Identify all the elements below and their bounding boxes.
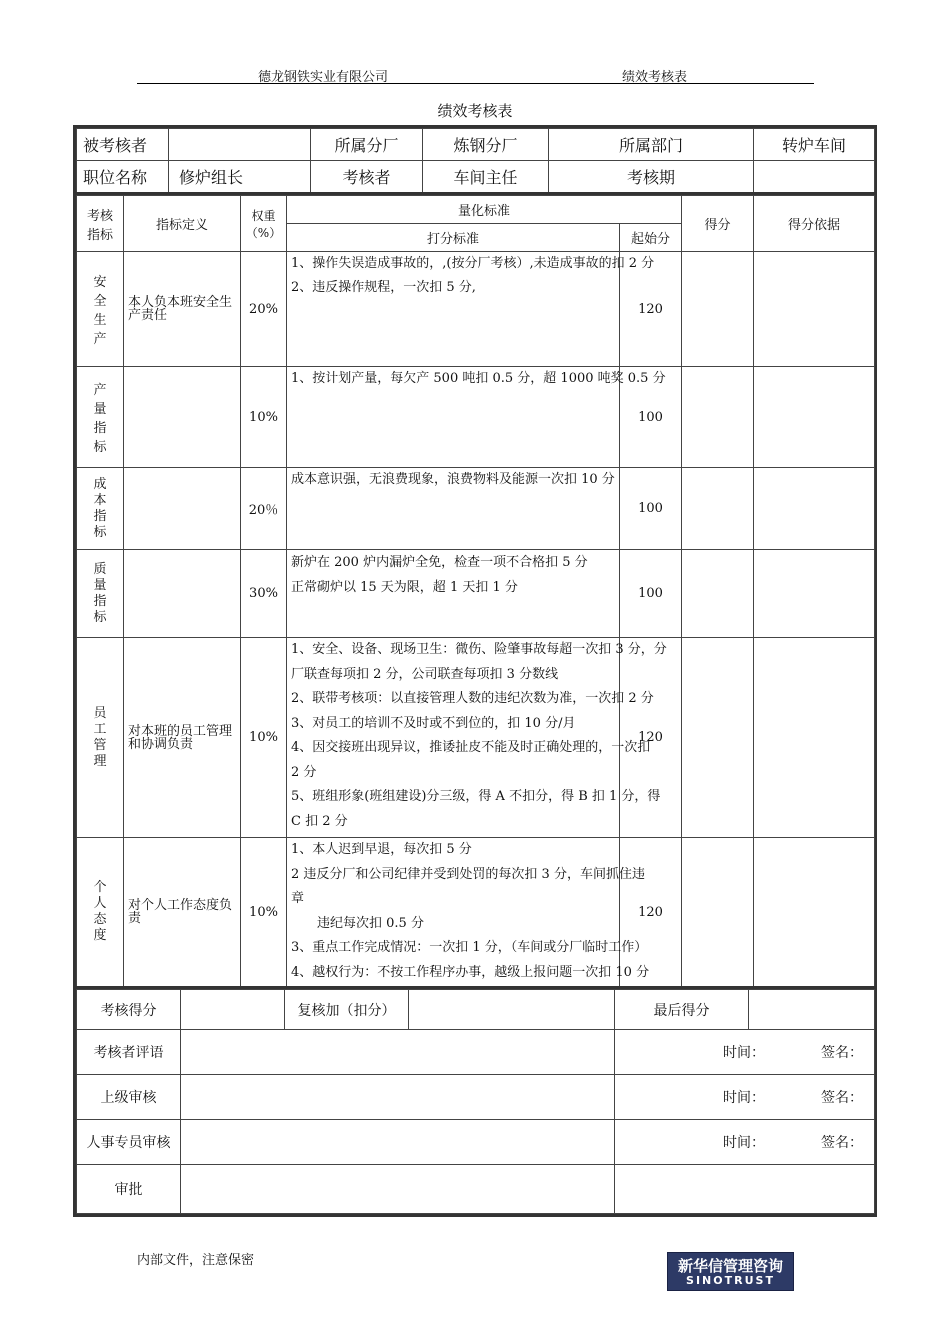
table-row bbox=[77, 252, 875, 367]
indicator-char: 标 bbox=[93, 609, 107, 625]
indicator-char: 安 bbox=[93, 275, 107, 290]
header-scoring: 打分标准 bbox=[287, 224, 620, 252]
indicator-char: 指 bbox=[93, 421, 107, 436]
sign-label: 签名： bbox=[821, 1090, 863, 1106]
sinotrust-logo bbox=[667, 1252, 794, 1291]
summary-row bbox=[77, 990, 875, 1030]
row-weight: 20% bbox=[241, 252, 287, 367]
approval-signature[interactable] bbox=[615, 1030, 875, 1075]
evaluation-form bbox=[73, 125, 877, 1217]
approval-label: 上级审核 bbox=[77, 1075, 181, 1120]
approval-signature[interactable] bbox=[615, 1075, 875, 1120]
row-weight: 10% bbox=[241, 638, 287, 838]
criteria-line: 1、操作失误造成事故的，,(按分厂考核）,未造成事故的扣 2 分 bbox=[291, 256, 655, 271]
factory-value[interactable]: 炼钢分厂 bbox=[423, 129, 549, 161]
indicator-char: 理 bbox=[93, 753, 107, 769]
approval-table bbox=[76, 989, 875, 1214]
row-indicator bbox=[77, 638, 124, 838]
indicator-char: 标 bbox=[93, 524, 107, 540]
header-quant: 量化标准 bbox=[287, 196, 682, 224]
criteria-line: 5、班组形象(班组建设)分三级，得 A 不扣分，得 B 扣 1 分，得 bbox=[291, 789, 661, 804]
criteria-line: 正常砌炉以 15 天为限，超 1 天扣 1 分 bbox=[291, 580, 518, 595]
table-row bbox=[77, 367, 875, 468]
table-row bbox=[77, 468, 875, 550]
row-score[interactable] bbox=[682, 468, 754, 550]
row-criteria bbox=[287, 367, 666, 468]
criteria-line: 2 分 bbox=[291, 764, 317, 780]
review-value[interactable] bbox=[409, 990, 615, 1030]
criteria-line: 3、对员工的培训不及时或不到位的，扣 10 分/月 bbox=[291, 715, 576, 731]
period-value[interactable] bbox=[754, 161, 875, 194]
time-label: 时间： bbox=[723, 1135, 765, 1151]
approval-comment[interactable] bbox=[181, 1165, 615, 1214]
header-score: 得分 bbox=[682, 196, 754, 252]
row-weight: 10% bbox=[241, 838, 287, 988]
row-base: 120 bbox=[620, 838, 682, 988]
indicator-char: 管 bbox=[93, 737, 107, 753]
criteria-line: C 扣 2 分 bbox=[291, 813, 348, 829]
sign-label: 签名： bbox=[821, 1135, 863, 1151]
approval-row bbox=[77, 1075, 875, 1120]
row-criteria bbox=[287, 550, 620, 638]
row-indicator bbox=[77, 252, 124, 367]
criteria-line: 2、违反操作规程，一次扣 5 分, bbox=[291, 280, 476, 295]
indicator-char: 本 bbox=[93, 492, 107, 508]
criteria-line: 1、按计划产量，每欠产 500 吨扣 0.5 分，超 1000 吨奖 0.5 分 bbox=[291, 371, 666, 386]
info-table bbox=[76, 128, 875, 195]
indicator-char: 量 bbox=[93, 577, 107, 593]
row-score[interactable] bbox=[682, 638, 754, 838]
factory-label: 所属分厂 bbox=[311, 129, 423, 161]
indicator-char: 产 bbox=[93, 383, 107, 398]
approval-signature[interactable] bbox=[615, 1120, 875, 1165]
header-basis: 得分依据 bbox=[754, 196, 875, 252]
criteria-line: 4、因交接班出现异议，推诿扯皮不能及时正确处理的，一次扣 bbox=[291, 740, 651, 755]
row-indicator bbox=[77, 367, 124, 468]
row-criteria bbox=[287, 838, 650, 988]
row-score[interactable] bbox=[682, 367, 754, 468]
header-weight-line: （%） bbox=[245, 225, 282, 240]
approval-comment[interactable] bbox=[181, 1030, 615, 1075]
sign-label: 签名： bbox=[821, 1045, 863, 1061]
row-score[interactable] bbox=[682, 252, 754, 367]
dept-label: 所属部门 bbox=[549, 129, 754, 161]
header-indicator-line: 指标 bbox=[86, 227, 113, 243]
row-definition bbox=[124, 367, 241, 468]
row-basis[interactable] bbox=[754, 468, 875, 550]
row-weight: 30% bbox=[241, 550, 287, 638]
header-company: 德龙钢铁实业有限公司 bbox=[258, 70, 389, 85]
score-value[interactable] bbox=[181, 990, 285, 1030]
footer-note: 内部文件，注意保密 bbox=[137, 1253, 255, 1268]
header-weight-line: 权重 bbox=[251, 208, 276, 223]
indicator-char: 个 bbox=[93, 880, 107, 895]
row-basis[interactable] bbox=[754, 638, 875, 838]
approval-label: 考核者评语 bbox=[77, 1030, 181, 1075]
indicator-char: 指 bbox=[93, 593, 107, 609]
row-criteria bbox=[287, 468, 620, 550]
criteria-line: 新炉在 200 炉内漏炉全免，检查一项不合格扣 5 分 bbox=[291, 555, 588, 570]
info-row-1 bbox=[77, 129, 875, 161]
row-score[interactable] bbox=[682, 550, 754, 638]
row-definition: 本人负本班安全生产责任 bbox=[124, 252, 241, 367]
final-label: 最后得分 bbox=[615, 990, 749, 1030]
row-basis[interactable] bbox=[754, 550, 875, 638]
header-rule bbox=[137, 83, 814, 84]
examinee-label: 被考核者 bbox=[77, 129, 169, 161]
indicator-char: 员 bbox=[93, 705, 107, 721]
indicator-char: 态 bbox=[93, 912, 107, 927]
final-value[interactable] bbox=[749, 990, 875, 1030]
review-label: 复核加（扣分） bbox=[285, 990, 409, 1030]
score-label: 考核得分 bbox=[77, 990, 181, 1030]
indicator-char: 标 bbox=[93, 440, 107, 455]
row-basis[interactable] bbox=[754, 367, 875, 468]
examiner-label: 考核者 bbox=[311, 161, 423, 194]
row-indicator bbox=[77, 550, 124, 638]
indicator-char: 指 bbox=[93, 508, 107, 524]
row-definition bbox=[124, 550, 241, 638]
examiner-value[interactable]: 车间主任 bbox=[423, 161, 549, 194]
approval-comment[interactable] bbox=[181, 1075, 615, 1120]
criteria-line: 违纪每次扣 0.5 分 bbox=[291, 915, 424, 931]
indicator-char: 质 bbox=[93, 561, 107, 577]
row-base: 120 bbox=[620, 638, 682, 838]
criteria-line: 2、联带考核项：以直接管理人数的违纪次数为准，一次扣 2 分 bbox=[291, 691, 654, 706]
row-definition: 对本班的员工管理和协调负责 bbox=[124, 638, 241, 838]
criteria-line: 1、安全、设备、现场卫生：微伤、险肇事故每超一次扣 3 分，分 bbox=[291, 642, 667, 657]
indicator-char: 度 bbox=[93, 928, 107, 943]
row-basis[interactable] bbox=[754, 252, 875, 367]
dept-value[interactable]: 转炉车间 bbox=[754, 129, 875, 161]
time-label: 时间： bbox=[723, 1045, 765, 1061]
time-label: 时间： bbox=[723, 1090, 765, 1106]
approval-row bbox=[77, 1120, 875, 1165]
position-label: 职位名称 bbox=[77, 161, 169, 194]
approval-row bbox=[77, 1165, 875, 1214]
criteria-line: 2 违反分厂和公司纪律并受到处罚的每次扣 3 分，车间抓住违 bbox=[291, 866, 645, 882]
row-base: 120 bbox=[620, 252, 682, 367]
examinee-value[interactable] bbox=[169, 129, 311, 161]
approval-signature[interactable] bbox=[615, 1165, 875, 1214]
approval-label: 人事专员审核 bbox=[77, 1120, 181, 1165]
row-base: 100 bbox=[620, 550, 682, 638]
row-definition bbox=[124, 468, 241, 550]
indicator-char: 人 bbox=[93, 896, 107, 911]
table-row bbox=[77, 638, 875, 838]
page-title: 绩效考核表 bbox=[437, 102, 513, 120]
row-base: 100 bbox=[620, 468, 682, 550]
table-row bbox=[77, 838, 875, 988]
header-row-1 bbox=[77, 196, 875, 224]
criteria-line: 章 bbox=[291, 891, 305, 906]
row-indicator bbox=[77, 838, 124, 988]
indicator-char: 量 bbox=[93, 402, 107, 417]
header-indicator bbox=[77, 196, 124, 252]
row-base: 100 bbox=[620, 367, 682, 468]
criteria-line: 3、重点工作完成情况：一次扣 1 分，（车间或分厂临时工作） bbox=[291, 940, 648, 955]
row-weight: 10% bbox=[241, 367, 287, 468]
criteria-line: 1、本人迟到早退，每次扣 5 分 bbox=[291, 842, 472, 857]
approval-comment[interactable] bbox=[181, 1120, 615, 1165]
period-label: 考核期 bbox=[549, 161, 754, 194]
indicator-char: 生 bbox=[93, 313, 107, 328]
table-row bbox=[77, 550, 875, 638]
row-definition: 对个人工作态度负责 bbox=[124, 838, 241, 988]
approval-label: 审批 bbox=[77, 1165, 181, 1214]
position-value[interactable]: 修炉组长 bbox=[169, 161, 311, 194]
header-base: 起始分 bbox=[620, 224, 682, 252]
criteria-line: 厂联查每项扣 2 分，公司联查每项扣 3 分数线 bbox=[291, 666, 559, 682]
criteria-table bbox=[76, 195, 875, 989]
criteria-line: 成本意识强，无浪费现象，浪费物料及能源一次扣 10 分 bbox=[291, 472, 615, 487]
indicator-char: 全 bbox=[93, 294, 107, 309]
indicator-char: 成 bbox=[93, 476, 107, 492]
row-score[interactable] bbox=[682, 838, 754, 988]
header-definition: 指标定义 bbox=[124, 196, 241, 252]
header-indicator-line: 考核 bbox=[86, 208, 113, 224]
row-indicator bbox=[77, 468, 124, 550]
row-basis[interactable] bbox=[754, 838, 875, 988]
row-weight: 20％ bbox=[241, 468, 287, 550]
logo-en-text: SINOTRUST bbox=[686, 1274, 775, 1287]
logo-cn-text: 新华信管理咨询 bbox=[677, 1257, 783, 1275]
approval-row bbox=[77, 1030, 875, 1075]
criteria-line: 4、越权行为：不按工作程序办事，越级上报问题一次扣 10 分 bbox=[291, 964, 650, 980]
indicator-char: 工 bbox=[93, 721, 107, 737]
header-doc-name: 绩效考核表 bbox=[622, 70, 688, 85]
header-weight bbox=[241, 196, 287, 252]
info-row-2 bbox=[77, 161, 875, 194]
indicator-char: 产 bbox=[93, 332, 107, 347]
